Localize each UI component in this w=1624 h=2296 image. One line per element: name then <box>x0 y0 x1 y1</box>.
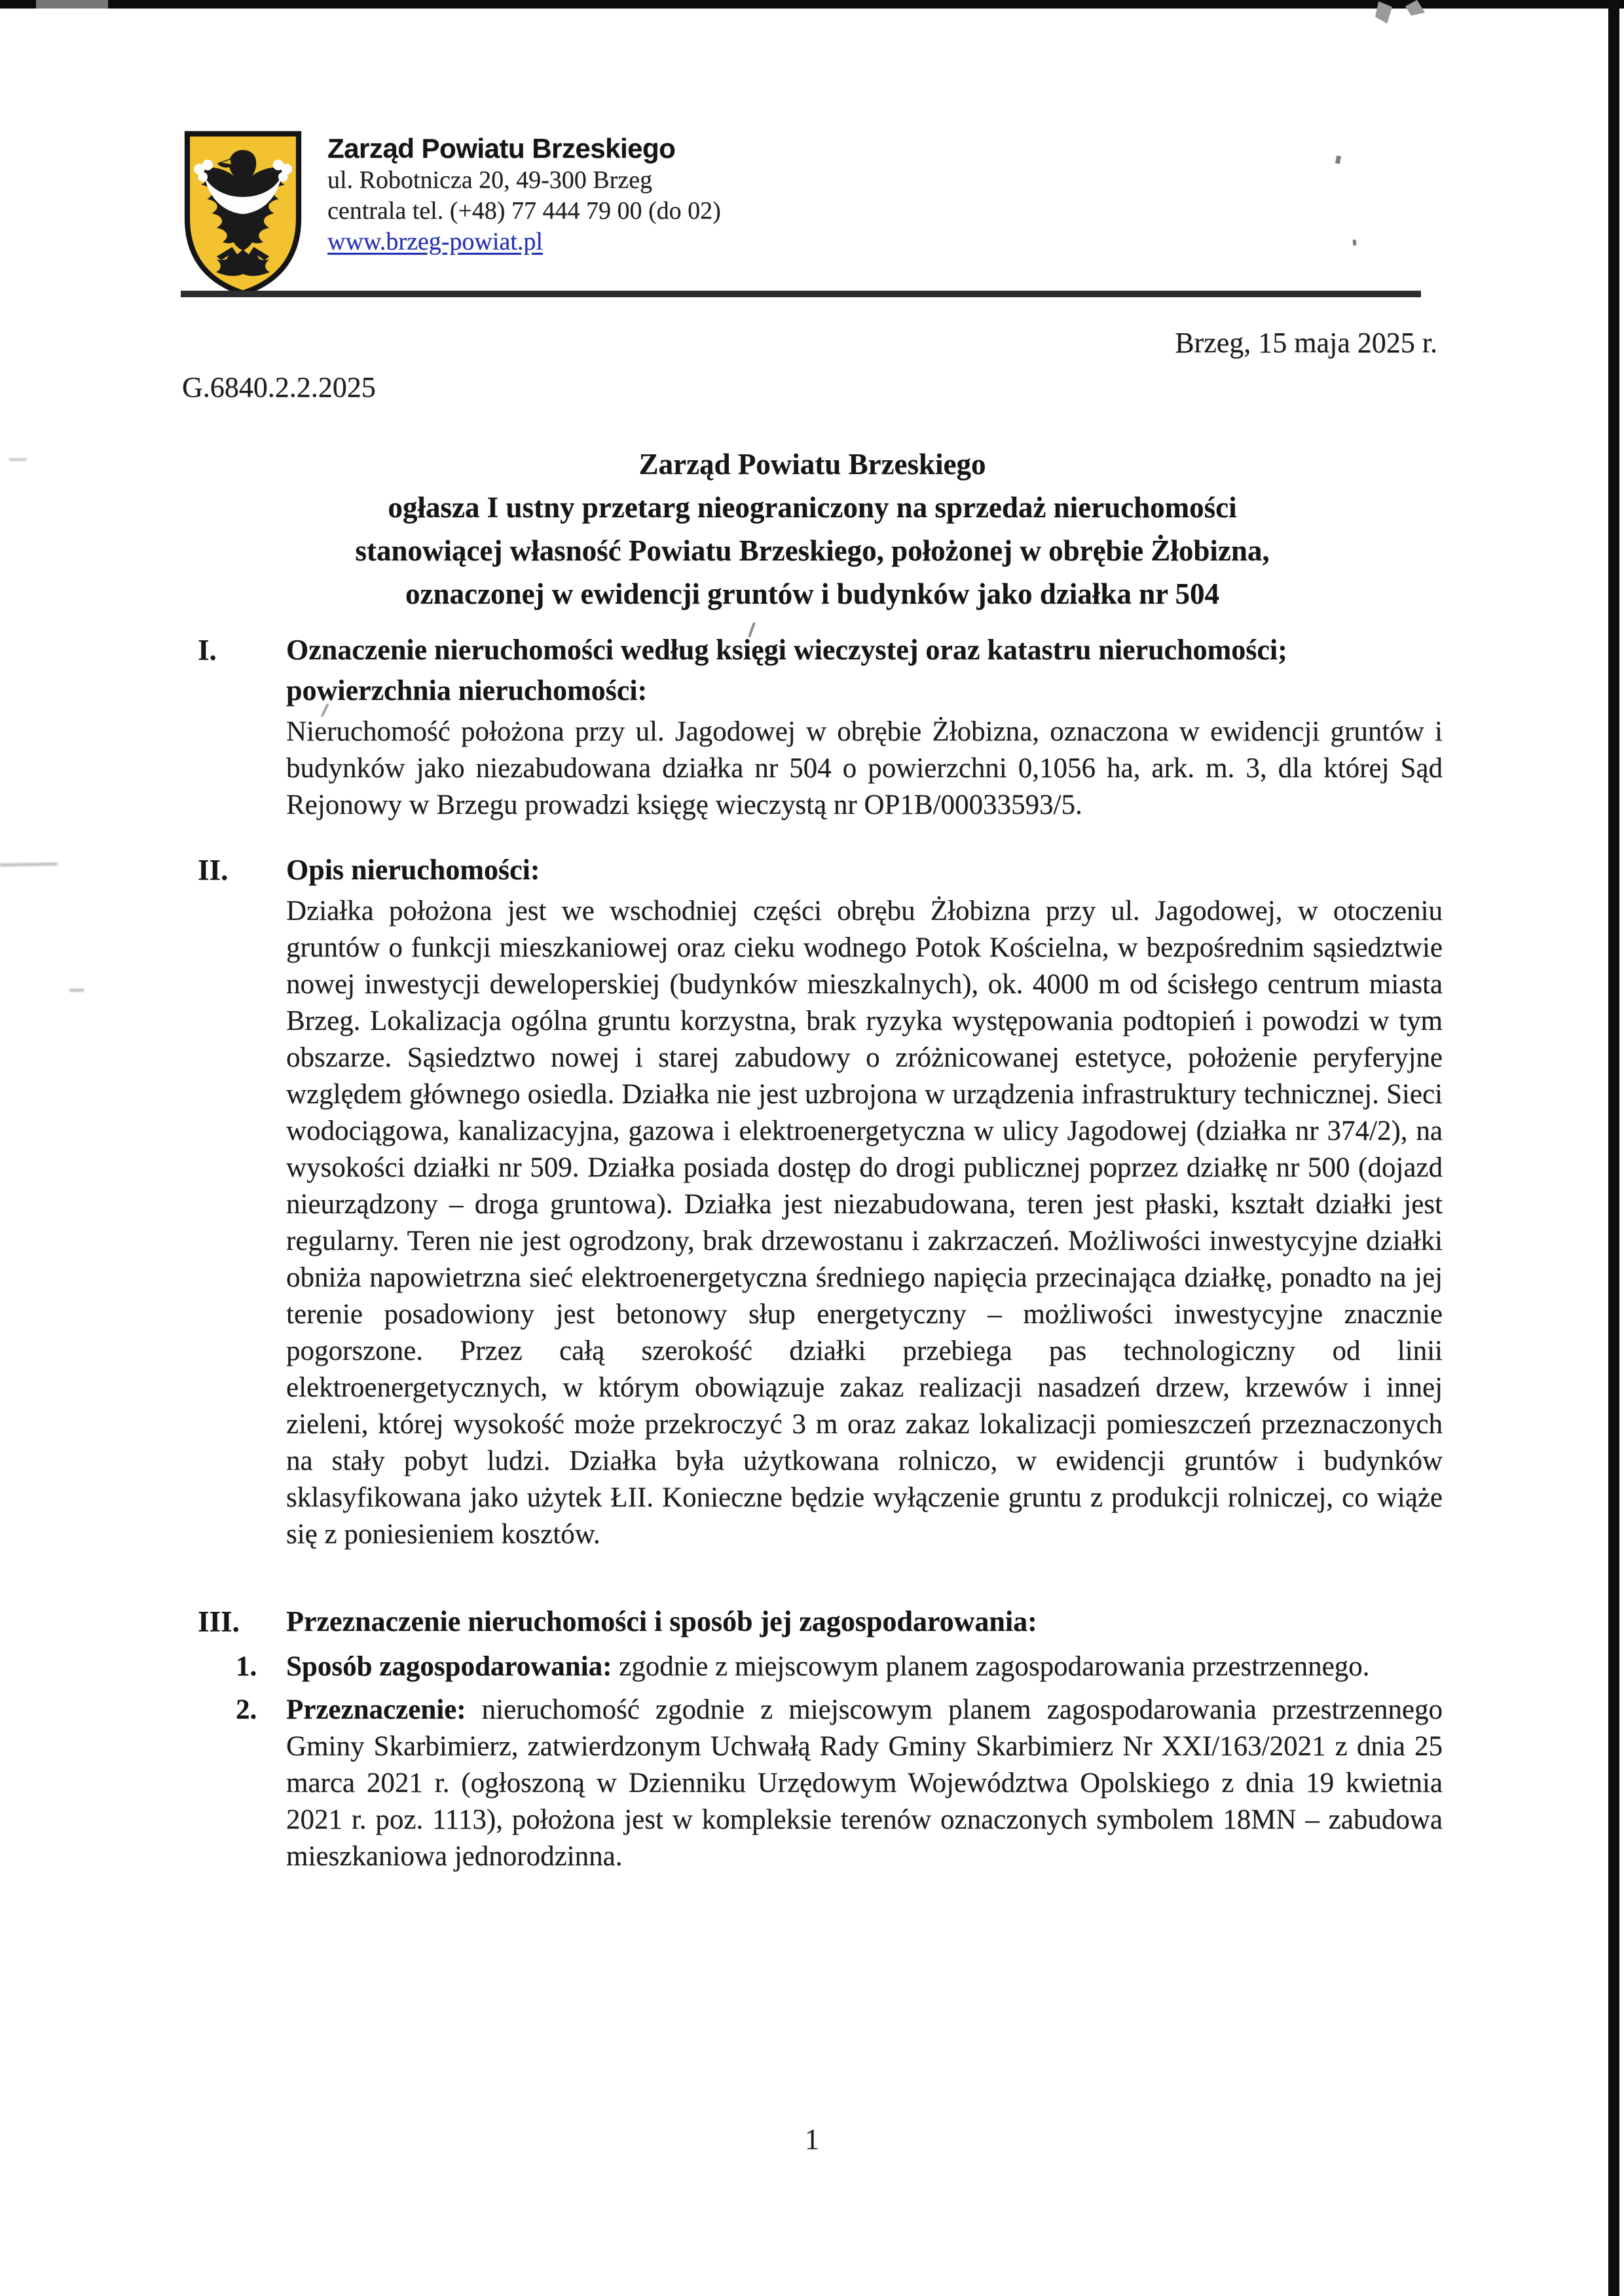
letterhead <box>182 130 721 297</box>
scan-artifact <box>69 989 84 992</box>
scan-artifact <box>9 458 26 461</box>
letterhead-phone: centrala tel. (+48) 77 444 79 00 (do 02) <box>327 197 721 225</box>
title-line: Zarząd Powiatu Brzeskiego <box>638 448 986 481</box>
section-iii-numeral: III. <box>198 1605 240 1638</box>
title-line: oznaczonej w ewidencji gruntów i budynków jako działka nr 504 <box>405 577 1219 610</box>
section-iii-item-1 <box>236 1649 1443 1685</box>
section-ii <box>182 850 1443 1553</box>
section-ii-heading: Opis nieruchomości: <box>286 854 540 886</box>
title-line: stanowiącej własność Powiatu Brzeskiego, położonej w obrębie Żłobizna, <box>355 534 1270 567</box>
section-i-numeral: I. <box>198 634 217 666</box>
county-coat-of-arms-icon <box>182 130 304 297</box>
section-ii-paragraph: Działka położona jest we wschodniej części obrębu Żłobizna przy ul. Jagodowej, w otoczeniu gruntów o funkcji mieszkaniowej oraz cieku wodnego Potok Kościelna, w bezpośrednim sąsiedztwie nowej inwestycji deweloperskiej (budynków mieszkalnych), ok. 4000 m od ścisłego centrum miasta Brzeg. Lokalizacja ogólna gruntu korzystna, brak ryzyka występowania podtopień i powodzi w tym obszarze. Sąsiedztwo nowej i starej zabudowy o zróżnicowanej estetyce, położenie peryferyjne względem głównego osiedla. Działka nie jest uzbrojona w urządzenia infrastruktury technicznej. Sieci wodociągowa, kanalizacyjna, gazowa i elektroenergetyczna w ulicy Jagodowej (działka nr 374/2), na wysokości działki nr 509. Działka posiada dostęp do drogi publicznej poprzez działkę nr 500 (dojazd nieurządzony – droga gruntowa). Działka jest niezabudowana, teren jest płaski, kształt działki jest regularny. Teren nie jest ogrodzony, brak drzewostanu i zakrzaczeń. Możliwości inwestycyjne działki obniża napowietrzna sieć elektroenergetyczna średniego napięcia przecinająca działkę, ponadto na jej terenie posadowiony jest betonowy słup energetyczny – możliwości inwestycyjne znacznie pogorszone. Przez całą szerokość działki przebiega pas technologiczny od linii elektroenergetycznych, w którym obowiązuje zakaz realizacji nasadzeń drzew, krzewów i innej zieleni, której wysokość może przekroczyć 3 m oraz zakaz lokalizacji pomieszczeń przeznaczonych na stały pobyt ludzi. Działka była użytkowana rolniczo, w ewidencji gruntów i budynków sklasyfikowana jako użytek ŁII. Konieczne będzie wyłączenie gruntu z produkcji rolniczej, co wiąże się z poniesieniem kosztów. <box>286 896 1443 1550</box>
section-i <box>182 630 1443 824</box>
item-text <box>286 1692 1443 1875</box>
scan-artifact <box>0 862 58 867</box>
document-title <box>182 443 1443 615</box>
item-number: 1. <box>236 1651 257 1682</box>
section-iii <box>182 1601 1443 1642</box>
letterhead-text <box>327 130 721 297</box>
item-body: zgodnie z miejscowym planem zagospodarowania przestrzennego. <box>619 1651 1370 1682</box>
page-number: 1 <box>805 2123 819 2155</box>
scan-edge-right <box>1608 0 1619 2296</box>
letterhead-org-name: Zarząd Powiatu Brzeskiego <box>327 133 676 164</box>
item-label: Sposób zagospodarowania: <box>286 1651 612 1682</box>
section-ii-numeral: II. <box>198 854 229 886</box>
letterhead-address: ul. Robotnicza 20, 49-300 Brzeg <box>327 166 653 194</box>
document-body <box>182 630 1443 1875</box>
section-i-paragraph: Nieruchomość położona przy ul. Jagodowej w obrębie Żłobizna, oznaczona w ewidencji gruntów i budynków jako niezabudowana działka nr 504 o powierzchni 0,1056 ha, ark. m. 3, dla której Sąd Rejonowy w Brzegu prowadzi księgę wieczystą nr OP1B/00033593/5. <box>286 716 1443 820</box>
letterhead-website-link: www.brzeg-powiat.pl <box>327 228 543 255</box>
place-and-date: Brzeg, 15 maja 2025 r. <box>1175 327 1437 359</box>
title-line: ogłasza I ustny przetarg nieograniczony na sprzedaż nieruchomości <box>388 491 1237 524</box>
case-reference-number: G.6840.2.2.2025 <box>182 371 376 403</box>
scan-artifact <box>1335 155 1341 164</box>
item-body: nieruchomość zgodnie z miejscowym planem zagospodarowania przestrzennego Gminy Skarbimierz, zatwierdzonym Uchwałą Rady Gminy Skarbimierz Nr XXI/163/2021 z dnia 25 marca 2021 r. (ogłoszoną w Dzienniku Urzędowym Województwa Opolskiego z dnia 19 kwietnia 2021 r. poz. 1113), położona jest w kompleksie terenów oznaczonych symbolem 18MN – zabudowa mieszkaniowa jednorodzinna. <box>286 1694 1443 1872</box>
scan-artifact <box>1352 240 1356 246</box>
letterhead-divider <box>181 291 1421 297</box>
item-text <box>286 1649 1443 1685</box>
section-iii-heading: Przeznaczenie nieruchomości i sposób jej zagospodarowania: <box>286 1605 1037 1637</box>
section-iii-item-2 <box>236 1692 1443 1875</box>
section-i-heading: Oznaczenie nieruchomości według księgi wieczystej oraz katastru nieruchomości; powierzchnia nieruchomości: <box>286 634 1287 706</box>
item-number: 2. <box>236 1694 257 1725</box>
item-label: Przeznaczenie: <box>286 1694 466 1725</box>
